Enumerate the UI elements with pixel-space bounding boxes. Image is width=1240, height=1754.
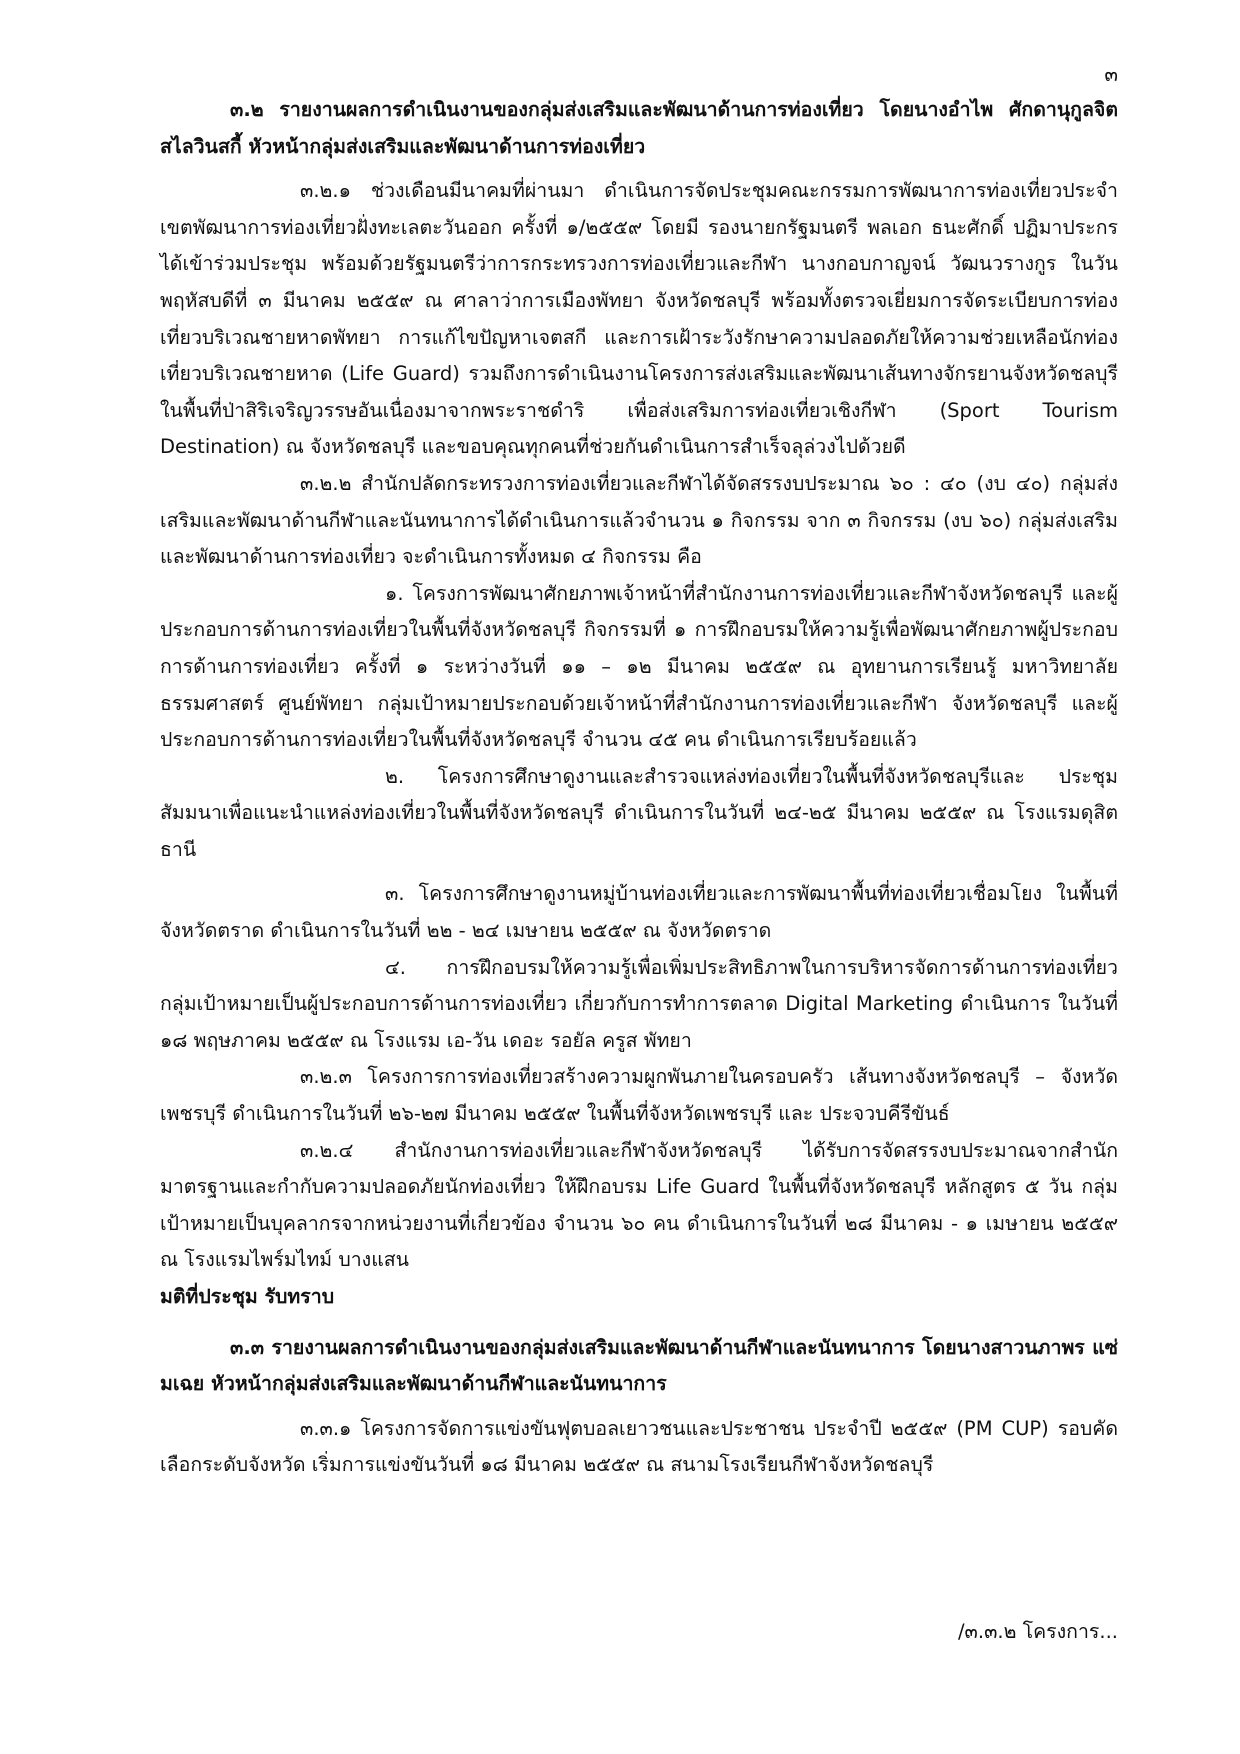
paragraph-3-3-1: ๓.๓.๑ โครงการจัดการแข่งขันฟุตบอลเยาวชนและประชาชน ประจำปี ๒๕๕๙ (PM CUP) รอบคัดเลือกระดับจังหวัด เริ่มการแข่งขันวันที่ ๑๘ มีนาคม ๒๕๕๙ ณ สนามโรงเรียนกีฬาจังหวัดชลบุรี (160, 1416, 1118, 1477)
page-number: ๓ (1104, 62, 1118, 86)
list-item-4: ๔. การฝึกอบรมให้ความรู้เพื่อเพิ่มประสิทธิภาพในการบริหารจัดการด้านการท่องเที่ยว กลุ่มเป้าหมายเป็นผู้ประกอบการด้านการท่องเที่ยว เกี่ยวกับการทำการตลาด Digital Marketing ดำเนินการ ในวันที่ ๑๘ พฤษภาคม ๒๕๕๙ ณ โรงแรม เอ-วัน เดอะ รอยัล ครูส พัทยา (160, 955, 1118, 1052)
paragraph-3-2-1: ๓.๒.๑ ช่วงเดือนมีนาคมที่ผ่านมา ดำเนินการจัดประชุมคณะกรรมการพัฒนาการท่องเที่ยวประจำเขตพัฒนาการท่องเที่ยวฝั่งทะเลตะวันออก ครั้งที่ ๑/๒๕๕๙ โดยมี รองนายกรัฐมนตรี พลเอก ธนะศักดิ์ ปฏิมาประกร ได้เข้าร่วมประชุม พร้อมด้วยรัฐมนตรีว่าการกระทรวงการท่องเที่ยวและกีฬา นางกอบกาญจน์ วัฒนวรางกูร ในวันพฤหัสบดีที่ ๓ มีนาคม ๒๕๕๙ ณ ศาลาว่าการเมืองพัทยา จังหวัดชลบุรี พร้อมทั้งตรวจเยี่ยมการจัดระเบียบการท่องเที่ยวบริเวณชายหาดพัทยา การแก้ไขปัญหาเจตสกี และการเฝ้าระวังรักษาความปลอดภัยให้ความช่วยเหลือนักท่องเที่ยวบริเวณชายหาด (Life Guard) รวมถึงการดำเนินงานโครงการส่งเสริมและพัฒนาเส้นทางจักรยานจังหวัดชลบุรี ในพื้นที่ป่าสิริเจริญวรรษอันเนื่องมาจากพระราชดำริ เพื่อส่งเสริมการท่องเที่ยวเชิงกีฬา (Sport Tourism Destination) ณ จังหวัดชลบุรี และขอบคุณทุกคนที่ช่วยกันดำเนินการสำเร็จลุล่วงไปด้วยดี (160, 179, 1118, 459)
paragraph-3-2-3: ๓.๒.๓ โครงการการท่องเที่ยวสร้างความผูกพันภายในครอบครัว เส้นทางจังหวัดชลบุรี – จังหวัดเพชรบุรี ดำเนินการในวันที่ ๒๖-๒๗ มีนาคม ๒๕๕๙ ในพื้นที่จังหวัดเพชรบุรี และ ประจวบคีรีขันธ์ (160, 1065, 1118, 1126)
continuation-note: /๓.๓.๒ โครงการ... (957, 1620, 1118, 1643)
list-item-2: ๒. โครงการศึกษาดูงานและสำรวจแหล่งท่องเที่ยวในพื้นที่จังหวัดชลบุรีและ ประชุมสัมมนาเพื่อแนะนำแหล่งท่องเที่ยวในพื้นที่จังหวัดชลบุรี ดำเนินการในวันที่ ๒๔-๒๕ มีนาคม ๒๕๕๙ ณ โรงแรมดุสิตธานี (160, 764, 1118, 861)
section-heading-3-2: ๓.๒ รายงานผลการดำเนินงานของกลุ่มส่งเสริมและพัฒนาด้านการท่องเที่ยว โดยนางอำไพ ศักดานุกูลจิต สไลวินสกี้ หัวหน้ากลุ่มส่งเสริมและพัฒนาด้านการท่องเที่ยว (160, 98, 1118, 158)
paragraph-3-2-4: ๓.๒.๔ สำนักงานการท่องเที่ยวและกีฬาจังหวัดชลบุรี ได้รับการจัดสรรงบประมาณจากสำนัก มาตรฐานและกำกับความปลอดภัยนักท่องเที่ยว ให้ฝึกอบรม Life Guard ในพื้นที่จังหวัดชลบุรี หลักสูตร ๕ วัน กลุ่มเป้าหมายเป็นบุคลากรจากหน่วยงานที่เกี่ยวข้อง จำนวน ๖๐ คน ดำเนินการในวันที่ ๒๘ มีนาคม - ๑ เมษายน ๒๕๕๙ ณ โรงแรมไพร์มไทม์ บางแสน (160, 1138, 1118, 1272)
document-body (160, 92, 1118, 1484)
meeting-resolution: มติที่ประชุม รับทราบ (160, 1285, 335, 1308)
section-heading-3-3: ๓.๓ รายงานผลการดำเนินงานของกลุ่มส่งเสริมและพัฒนาด้านกีฬาและนันทนาการ โดยนางสาวนภาพร แซ่มเฉย หัวหน้ากลุ่มส่งเสริมและพัฒนาด้านกีฬาและนันทนาการ (160, 1335, 1118, 1396)
paragraph-3-2-2: ๓.๒.๒ สำนักปลัดกระทรวงการท่องเที่ยวและกีฬาได้จัดสรรงบประมาณ ๖๐ : ๔๐ (งบ ๔๐) กลุ่มส่งเสริมและพัฒนาด้านกีฬาและนันทนาการได้ดำเนินการแล้วจำนวน ๑ กิจกรรม จาก ๓ กิจกรรม (งบ ๖๐) กลุ่มส่งเสริมและพัฒนาด้านการท่องเที่ยว จะดำเนินการทั้งหมด ๔ กิจกรรม คือ (160, 471, 1118, 569)
list-item-1: ๑. โครงการพัฒนาศักยภาพเจ้าหน้าที่สำนักงานการท่องเที่ยวและกีฬาจังหวัดชลบุรี และผู้ประกอบการด้านการท่องเที่ยวในพื้นที่จังหวัดชลบุรี กิจกรรมที่ ๑ การฝึกอบรมให้ความรู้เพื่อพัฒนาศักยภาพผู้ประกอบการด้านการท่องเที่ยว ครั้งที่ ๑ ระหว่างวันที่ ๑๑ – ๑๒ มีนาคม ๒๕๕๙ ณ อุทยานการเรียนรู้ มหาวิทยาลัยธรรมศาสตร์ ศูนย์พัทยา กลุ่มเป้าหมายประกอบด้วยเจ้าหน้าที่สำนักงานการท่องเที่ยวและกีฬา จังหวัดชลบุรี และผู้ประกอบการด้านการท่องเที่ยวในพื้นที่จังหวัดชลบุรี จำนวน ๔๕ คน ดำเนินการเรียบร้อยแล้ว (160, 581, 1118, 752)
list-item-3: ๓. โครงการศึกษาดูงานหมู่บ้านท่องเที่ยวและการพัฒนาพื้นที่ท่องเที่ยวเชื่อมโยง ในพื้นที่จังหวัดตราด ดำเนินการในวันที่ ๒๒ - ๒๔ เมษายน ๒๕๕๙ ณ จังหวัดตราด (160, 882, 1118, 943)
